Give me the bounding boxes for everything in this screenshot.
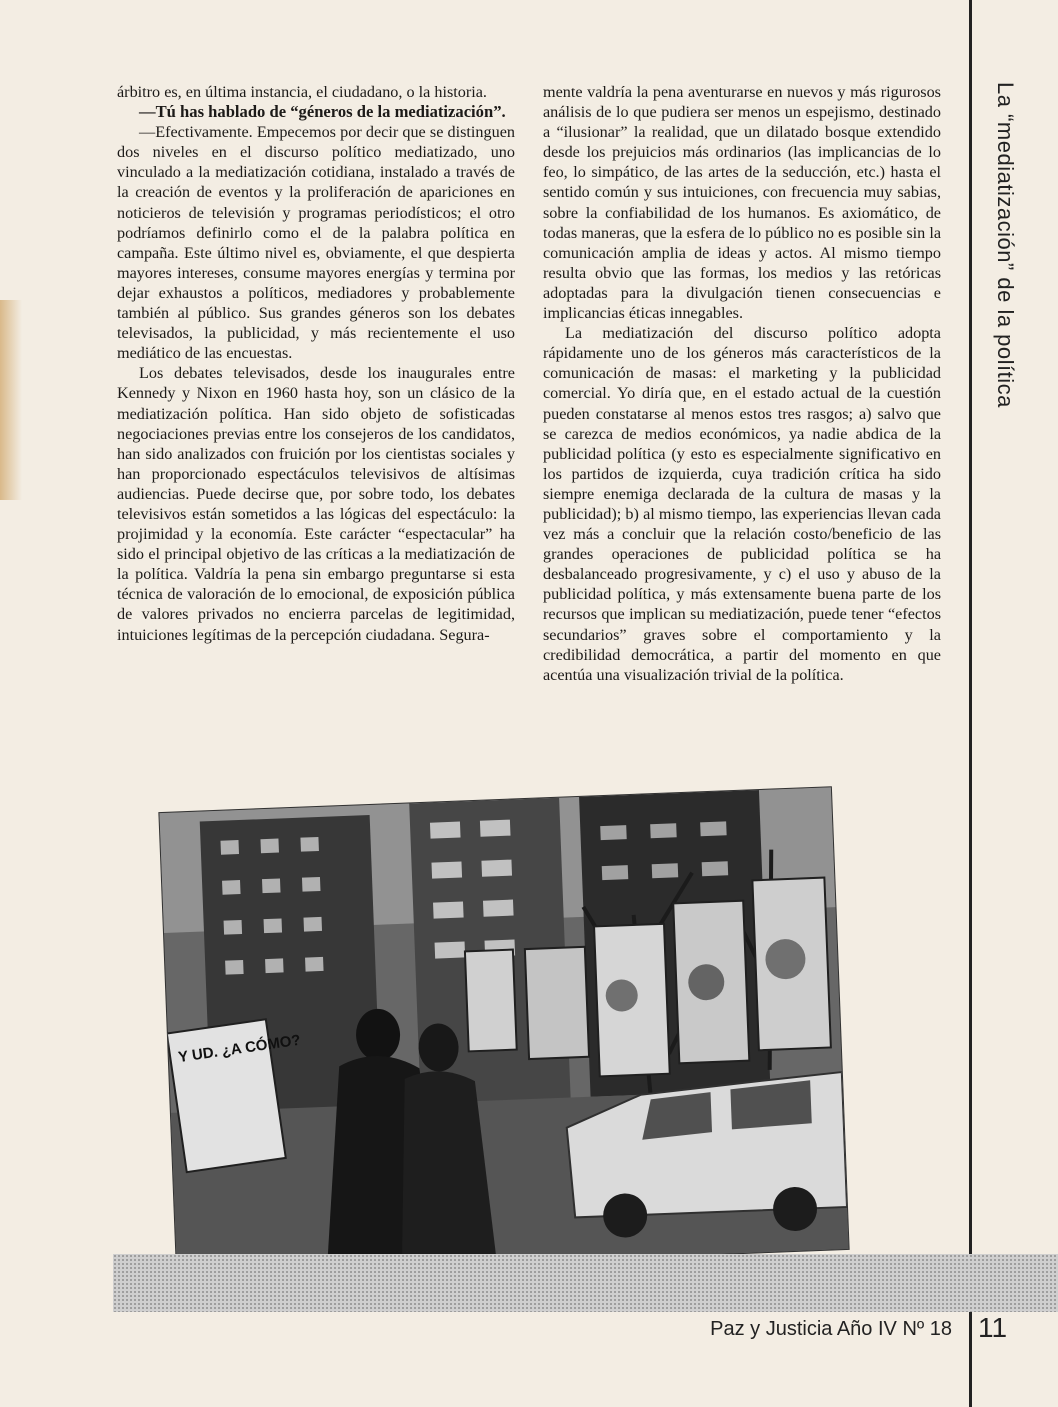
paragraph: árbitro es, en última instancia, el ciudadano, o la historia. xyxy=(117,83,487,101)
paragraph: Los debates televisados, desde los inaugurales entre Kennedy y Nixon en 1960 hasta hoy, son un clásico de la mediatización política. Han sido objeto de sofisticadas negociaciones previas entre los consejeros de los candidatos, han sido analizados con fruición por los cientistas sociales y han proporcionado espectáculos televisivos de altísimas audiencias. Puede decirse que, por sobre todo, los debates televisivos están sometidos a las lógicas del espectáculo: la projimidad y la economía. Este carácter “espectacular” ha sido el principal objetivo de las críticas a la mediatización de la política. Valdría la pena sin embargo preguntarse si esta técnica de valoración de lo emocional, de exposición pública de valores privados no encierra parcelas de legitimidad, intuiciones legítimas de la percepción ciudadana. Segura- xyxy=(117,364,515,644)
paragraph: La mediatización del discurso político adopta rápidamente uno de los géneros más característicos de la comunicación de masas: el marketing y la publicidad comercial. Yo diría que, en el estado actual de la cuestión pueden constatarse al menos estos tres rasgos; a) salvo que se carezca de medios económicos, ya nadie abdica de la publicidad política (y esto es especialmente significativo en los partidos de izquierda, cuya tradición crítica ha sido siempre enemiga declarada de la cultura de masas y la publicidad); b) al mismo tiempo, las experiencias llevan cada vez más a concluir que la relación costo/beneficio de las grandes operaciones de publicidad política se ha desbalanceado progresivamente, y c) el uso y abuso de la publicidad política, y más extensamente buena parte de los recursos que implican su mediatización, puede tener “efectos secundarios” graves sobre el comportamiento y la credibilidad democrática, a partir del momento en que acentúa una visualización trivial de la política. xyxy=(543,324,941,684)
footer-halftone-band xyxy=(113,1254,1058,1312)
right-column xyxy=(543,82,941,685)
paragraph: mente valdría la pena aventurarse en nuevos y más rigurosos análisis de lo que pudiera ser menos un espejismo, destinado a “ilusionar” la realidad, que un dilatado bosque extendido desde los prejuicios más ordinarios (las implicancias de lo feo, lo simpático, de las artes de la seducción, etc.) hasta el sentido común y sus intuiciones, con frecuencia muy sabias, sobre la confiabilidad de los humanos. Es axiomático, de todas maneras, que la esfera de lo público no es posible sin la comunicación amplia de ideas y actos. Al mismo tiempo resulta obvio que las formas, los medios y las retóricas adoptadas para la divulgación tienen consecuencias e implicancias éticas innegables. xyxy=(543,83,941,323)
page-number: 11 xyxy=(978,1312,1008,1343)
paper-stain xyxy=(0,300,22,500)
photo-sign-text: Y UD. ¿A CÓMO? xyxy=(177,1031,302,1067)
section-title-vertical: La “mediatización” de la política xyxy=(993,82,1018,408)
paragraph: —Efectivamente. Empecemos por decir que se distinguen dos niveles en el discurso político mediatizado, uno vinculado a la mediatización cotidiana, instalado a través de la creación de eventos y la proliferación de apariciones en noticieros de televisión y programas periodísticos; el otro podríamos definirlo como el de la palabra política en campaña. Este último nivel es, obviamente, el que despierta mayores intereses, consume mayores energías y termina por dejar exhaustos a políticos, mediadores y probablemente también al público. Sus grandes géneros son los debates televisados, la publicidad, y más recientemente el uso mediático de las encuestas. xyxy=(117,123,515,363)
left-column xyxy=(117,82,515,645)
publication-footer: Paz y Justicia Año IV Nº 18 xyxy=(710,1318,952,1340)
side-rule xyxy=(969,0,972,1407)
interview-question: —Tú has hablado de “géneros de la mediatización”. xyxy=(139,102,506,122)
street-photo-illustration xyxy=(159,787,848,1274)
street-photo xyxy=(159,787,848,1274)
